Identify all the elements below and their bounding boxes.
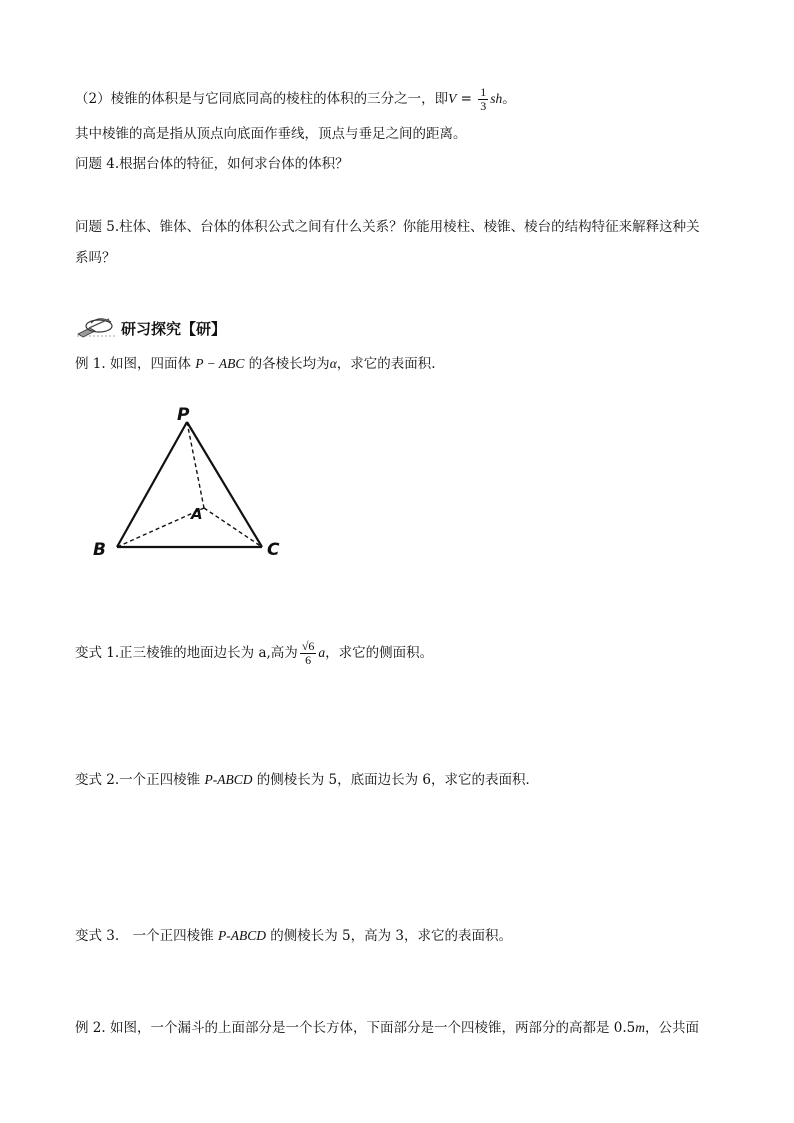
variation-2	[75, 770, 539, 790]
fraction-numerator: √6	[301, 639, 315, 653]
fraction-denominator: 6	[305, 653, 312, 667]
variation-3-post: 的侧棱长为 5，高为 3，求它的表面积。	[265, 928, 513, 944]
variation-2-pyramid: P-ABCD	[204, 772, 253, 787]
variation-1	[75, 640, 433, 667]
variation-1-variable: a	[318, 645, 326, 660]
volume-formula-paragraph	[75, 86, 516, 113]
example-1-pre: 例 1. 如图，四面体	[75, 356, 196, 372]
label-b: B	[93, 540, 106, 560]
example-1-mid: 的各棱长均为	[244, 356, 330, 372]
fraction-denominator: 3	[480, 99, 487, 113]
variation-3-pre: 变式 3. 一个正四棱锥	[75, 928, 218, 944]
edge-pc	[187, 422, 262, 547]
variation-1-pre: 变式 1.正三棱锥的地面边长为 a,高为	[75, 645, 298, 661]
formula-equals: =	[456, 91, 477, 107]
example-2-pre: 例 2. 如图，一个漏斗的上面部分是一个长方体，下面部分是一个四棱锥，两部分的高都是 0.5	[75, 1020, 636, 1036]
paragraph-text: （2）棱锥的体积是与它同底同高的棱柱的体积的三分之一，即	[75, 91, 449, 107]
section-title: 研习探究【研】	[121, 319, 227, 338]
example-1-tetrahedron: P − ABC	[195, 356, 245, 371]
tetrahedron-figure	[90, 400, 310, 574]
example-2-post: ，公共面	[644, 1020, 699, 1036]
example-1-variable: α	[329, 356, 337, 371]
variation-2-post: 的侧棱长为 5，底面边长为 6，求它的表面积．	[252, 772, 540, 788]
fraction-numerator: 1	[480, 85, 487, 99]
pen-icon	[75, 314, 117, 342]
example-1-post: ，求它的表面积.	[336, 356, 436, 372]
fraction-one-third	[478, 86, 488, 113]
variation-1-post: ，求它的侧面积。	[325, 645, 434, 661]
example-2	[75, 1018, 699, 1038]
label-a: A	[191, 505, 203, 523]
label-c: C	[267, 540, 280, 560]
variation-3	[75, 926, 512, 946]
fraction-root6-over-6	[300, 640, 317, 667]
question-4: 问题 4.根据台体的特征，如何求台体的体积？	[75, 156, 349, 172]
formula-sh: sh	[490, 91, 503, 106]
variation-2-pre: 变式 2.一个正四棱锥	[75, 772, 205, 788]
question-5-line-1: 问题 5.柱体、锥体、台体的体积公式之间有什么关系？你能用棱柱、棱锥、棱台的结构特征来解释这种关	[75, 219, 700, 235]
height-definition: 其中棱锥的高是指从顶点向底面作垂线，顶点与垂足之间的距离。	[75, 126, 467, 142]
question-5-line-2: 系吗？	[75, 250, 116, 266]
example-1	[75, 354, 436, 374]
paragraph-end: 。	[502, 91, 516, 107]
section-heading	[75, 314, 226, 342]
variation-3-pyramid: P-ABCD	[217, 928, 266, 943]
formula-v: V	[448, 91, 457, 106]
edge-pb	[117, 422, 187, 547]
edge-ac	[204, 508, 262, 547]
label-p: P	[177, 405, 190, 425]
example-2-unit: m	[635, 1020, 645, 1035]
